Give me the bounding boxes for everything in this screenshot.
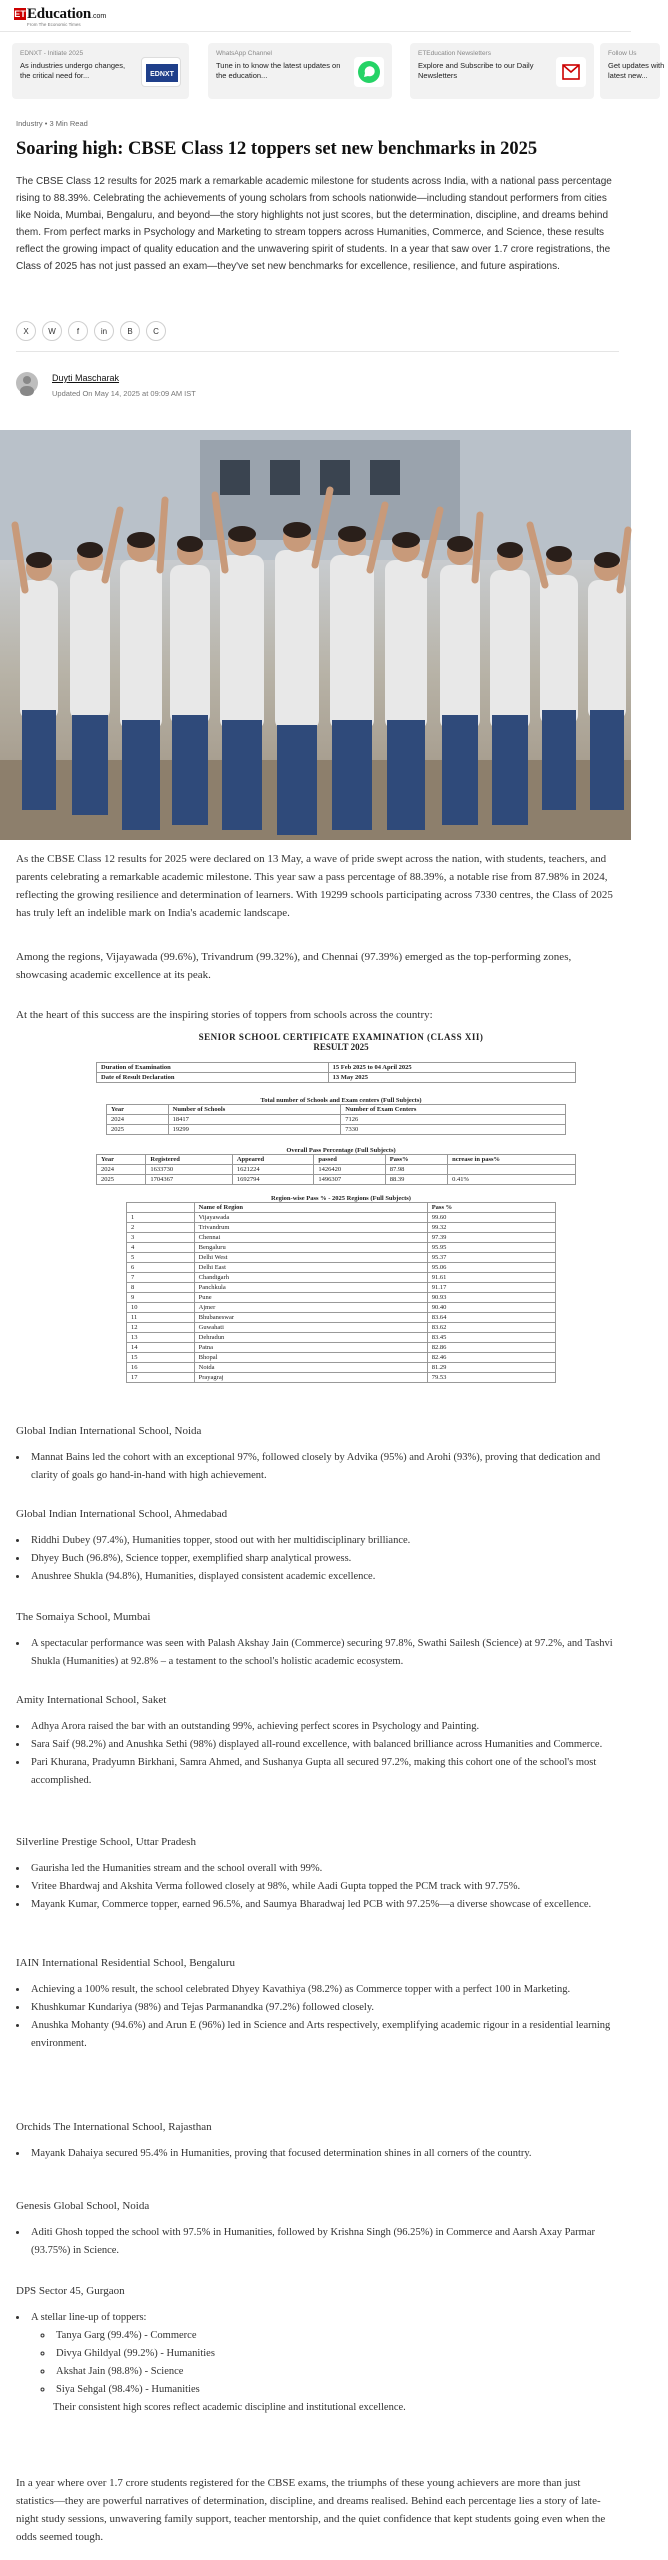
body-paragraph: In a year where over 1.7 crore students registered for the CBSE exams, the triumphs of these young achievers are more than just statistics—they are powerful narratives of determination, discipline, and dreams realised. Behind each percentage lies a story of late-night study sessions, unwavering family support, teacher mentorship, and the quiet confidence that kept students going even when the odds seemed tough. <box>16 2477 606 2543</box>
list-item <box>28 1718 616 1736</box>
table-cell: 1621224 <box>232 1165 314 1175</box>
table-cell: 83.62 <box>427 1323 555 1333</box>
divider <box>16 351 619 352</box>
table-cell: Pass% <box>385 1155 447 1165</box>
table-cell: 90.93 <box>427 1293 555 1303</box>
table-cell <box>448 1165 576 1175</box>
promo-card[interactable] <box>208 43 392 99</box>
table-cell: 82.46 <box>427 1353 555 1363</box>
table-cell: 1 <box>127 1213 195 1223</box>
table-cell: Number of Exam Centers <box>341 1105 566 1115</box>
promo-desc: Get updates with latest new... <box>608 61 665 80</box>
table-cell: 97.39 <box>427 1233 555 1243</box>
cbse-result-document-image <box>86 1026 596 1411</box>
promo-title: WhatsApp Channel <box>216 50 273 57</box>
promo-title: ETEducation Newsletters <box>418 50 491 57</box>
list-item-text: Khushkumar Kundariya (98%) and Tejas Parmanandka (97.2%) followed closely. <box>31 2002 375 2013</box>
table-cell: 7330 <box>341 1125 566 1135</box>
table-cell: Bengaluru <box>194 1243 427 1253</box>
table-cell: 7126 <box>341 1115 566 1125</box>
school-heading: Global Indian International School, Noida <box>16 1425 202 1437</box>
comment-icon[interactable]: C <box>146 321 166 341</box>
school-heading: Silverline Prestige School, Uttar Pradesh <box>16 1836 196 1848</box>
whatsapp-icon <box>354 57 384 87</box>
list-item-text: Achieving a 100% result, the school celebrated Dhyey Kavathiya (98.2%) as Commerce topper with a perfect 100 in Marketing. <box>31 1984 571 1995</box>
logo-tagline: From The Economic Times <box>27 22 81 27</box>
list-item: ◦ Tanya Garg (99.4%) - Commerce <box>53 2327 616 2345</box>
body-paragraph: As the CBSE Class 12 results for 2025 were declared on 13 May, a wave of pride swept across the nation, with students, teachers, and parents celebrating a remarkable academic milestone. This year saw a pass percentage of 88.39%, a notable rise from 87.98% in 2024, reflecting the growing resilience and determination of learners. With 19299 schools participating across 7330 centres, the Class of 2025 has truly left an indelible mark on India's academic landscape. <box>16 853 613 919</box>
table-cell: Pune <box>194 1293 427 1303</box>
page-title: Soaring high: CBSE Class 12 toppers set new benchmarks in 2025 <box>16 139 538 159</box>
region-table <box>126 1202 556 1383</box>
promo-desc: As industries undergo changes, the critical need for... <box>20 61 126 80</box>
school-toppers-list <box>28 1981 616 2053</box>
table-cell: Ajmer <box>194 1303 427 1313</box>
whatsapp-share-icon[interactable]: W <box>42 321 62 341</box>
breadcrumb[interactable]: Industry • 3 Min Read <box>16 119 88 128</box>
newsletter-icon <box>556 57 586 87</box>
table-cell: 11 <box>127 1313 195 1323</box>
promo-card[interactable] <box>410 43 594 99</box>
list-item <box>28 1896 616 1914</box>
school-toppers-list <box>28 2224 616 2260</box>
share-bar <box>16 321 166 341</box>
promo-cards <box>12 43 665 99</box>
list-item: ◦ Divya Ghildyal (99.2%) - Humanities <box>53 2345 616 2363</box>
list-item: ◦ Siya Sehgal (98.4%) - Humanities <box>53 2381 616 2399</box>
table-cell: Delhi East <box>194 1263 427 1273</box>
list-item <box>28 1754 616 1790</box>
table-cell: Vijayawada <box>194 1213 427 1223</box>
table-cell: 2025 <box>107 1125 169 1135</box>
table-row <box>127 1213 556 1223</box>
table-row <box>127 1243 556 1253</box>
table-cell: 95.06 <box>427 1263 555 1273</box>
table-caption: Total number of Schools and Exam centers (Full Subjects) <box>260 1097 422 1104</box>
table-cell: Number of Schools <box>168 1105 341 1115</box>
list-item-text: Gaurisha led the Humanities stream and the school overall with 99%. <box>31 1863 323 1874</box>
body-paragraph: Among the regions, Vijayawada (99.6%), Trivandrum (99.32%), and Chennai (97.39%) emerged as the top-performing zones, showcasing academic excellence at its peak. <box>16 951 572 981</box>
table-cell: 15 <box>127 1353 195 1363</box>
table-cell: 5 <box>127 1253 195 1263</box>
table-row <box>127 1293 556 1303</box>
table-cell: Delhi West <box>194 1253 427 1263</box>
table-cell: 79.53 <box>427 1373 555 1383</box>
table-cell: 2 <box>127 1223 195 1233</box>
body-paragraph: At the heart of this success are the inspiring stories of toppers from schools across the country: <box>16 1009 433 1021</box>
table-row <box>127 1323 556 1333</box>
list-item <box>28 1550 616 1568</box>
table-cell: Trivandrum <box>194 1223 427 1233</box>
table-cell: 2024 <box>107 1115 169 1125</box>
table-row <box>127 1263 556 1273</box>
x-share-icon[interactable]: X <box>16 321 36 341</box>
list-item <box>28 1999 616 2017</box>
promo-desc: Explore and Subscribe to our Daily Newsletters <box>418 61 534 80</box>
table-row <box>127 1343 556 1353</box>
table-row <box>127 1203 556 1213</box>
list-item <box>28 1860 616 1878</box>
table-cell: 91.61 <box>427 1273 555 1283</box>
table-cell: 99.60 <box>427 1213 555 1223</box>
school-toppers-list <box>28 1532 616 1586</box>
table-row <box>127 1223 556 1233</box>
logo-text: Education <box>27 6 92 22</box>
school-toppers-list <box>28 2145 616 2163</box>
doc-cell: Date of Result Declaration <box>97 1073 329 1083</box>
table-cell: 14 <box>127 1343 195 1353</box>
school-toppers-list <box>28 1718 616 1790</box>
table-cell: 95.95 <box>427 1243 555 1253</box>
list-item <box>28 1981 616 1999</box>
table-cell: 88.39 <box>385 1175 447 1185</box>
table-cell: 6 <box>127 1263 195 1273</box>
site-logo[interactable] <box>14 6 107 27</box>
list-item-text: Mannat Bains led the cohort with an exceptional 97%, followed closely by Advika (95%) and Arohi (93%), proving that dedication and clarity of goals go hand-in-hand with high achievement. <box>31 1452 601 1481</box>
table-cell: 1496307 <box>314 1175 385 1185</box>
doc-subheading: RESULT 2025 <box>313 1042 369 1052</box>
logo-suffix: .com <box>91 13 107 20</box>
table-cell: 13 <box>127 1333 195 1343</box>
table-row <box>127 1363 556 1373</box>
table-row <box>127 1333 556 1343</box>
pass-percentage-table <box>96 1154 576 1185</box>
table-cell: 17 <box>127 1373 195 1383</box>
table-cell: 4 <box>127 1243 195 1253</box>
list-item-text: A spectacular performance was seen with Palash Akshay Jain (Commerce) securing 97.8%, Swathi Sailesh (Science) at 97.2%, and Tashvi Shukla (Humanities) at 92.8% – a testament to the school's holistic academic ecosystem. <box>31 1638 613 1667</box>
table-cell: 18417 <box>168 1115 341 1125</box>
table-row <box>127 1353 556 1363</box>
author-name[interactable]: Duyti Mascharak <box>52 373 120 383</box>
table-row <box>107 1105 566 1115</box>
table-cell: 7 <box>127 1273 195 1283</box>
list-item <box>28 1568 616 1586</box>
list-item-text: Dhyey Buch (96.8%), Science topper, exemplified sharp analytical prowess. <box>31 1553 352 1564</box>
table-cell: Pass % <box>427 1203 555 1213</box>
table-cell: 83.64 <box>427 1313 555 1323</box>
hero-photo-students-celebrating <box>0 430 631 840</box>
table-cell: 16 <box>127 1363 195 1373</box>
table-cell: ncrease in pass% <box>448 1155 576 1165</box>
svg-text:EDNXT: EDNXT <box>150 71 174 78</box>
list-item-text: Anushree Shukla (94.8%), Humanities, displayed consistent academic excellence. <box>31 1571 376 1582</box>
table-cell: 10 <box>127 1303 195 1313</box>
list-item: ◦ Akshat Jain (98.8%) - Science <box>53 2363 616 2381</box>
table-row <box>97 1175 576 1185</box>
table-cell: 90.40 <box>427 1303 555 1313</box>
table-row <box>127 1313 556 1323</box>
list-item <box>28 2224 616 2260</box>
table-cell: passed <box>314 1155 385 1165</box>
list-note: Their consistent high scores reflect academic discipline and institutional excellence. <box>53 2402 406 2413</box>
promo-card[interactable] <box>600 43 665 99</box>
list-item <box>28 1736 616 1754</box>
list-item-text: Aditi Ghosh topped the school with 97.5% in Humanities, followed by Krishna Singh (96.25%) in Commerce and Aarsh Axay Parmar (93.75%) in Science. <box>31 2227 596 2256</box>
table-cell: 91.17 <box>427 1283 555 1293</box>
table-cell: Chennai <box>194 1233 427 1243</box>
promo-card[interactable] <box>12 43 189 99</box>
author-avatar <box>16 372 38 394</box>
table-cell: 9 <box>127 1293 195 1303</box>
table-cell: 81.29 <box>427 1363 555 1373</box>
table-cell: 1426420 <box>314 1165 385 1175</box>
list-item-text: Adhya Arora raised the bar with an outstanding 99%, achieving perfect scores in Psychology and Painting. <box>31 1721 480 1732</box>
table-cell: Year <box>107 1105 169 1115</box>
table-row <box>127 1233 556 1243</box>
table-cell: Bhubaneswar <box>194 1313 427 1323</box>
list-item <box>28 1449 616 1485</box>
doc-cell: 15 Feb 2025 to 04 April 2025 <box>328 1063 575 1073</box>
schools-table <box>106 1104 566 1135</box>
list-item-text: Vritee Bhardwaj and Akshita Verma followed closely at 98%, while Aadi Gupta topped the PCM track with 97.75%. <box>31 1881 521 1892</box>
table-cell: Year <box>97 1155 146 1165</box>
table-cell: Chandigarh <box>194 1273 427 1283</box>
bookmark-icon[interactable]: B <box>120 321 140 341</box>
list-item-text: Mayank Kumar, Commerce topper, earned 96.5%, and Saumya Bharadwaj led PCB with 97.25%—a diverse showcase of excellence. <box>31 1899 592 1910</box>
list-item-text: A stellar line-up of toppers: <box>31 2312 147 2323</box>
list-item <box>28 2145 616 2163</box>
table-cell: Bhopal <box>194 1353 427 1363</box>
table-row <box>107 1125 566 1135</box>
table-cell: Prayagraj <box>194 1373 427 1383</box>
table-cell <box>127 1203 195 1213</box>
list-item <box>28 2017 616 2053</box>
list-item-text: Mayank Dahaiya secured 95.4% in Humanities, proving that focused determination shines in all corners of the country. <box>31 2148 532 2159</box>
sub-list <box>53 2327 616 2399</box>
table-row <box>127 1283 556 1293</box>
list-item-text: Anushka Mohanty (94.6%) and Arun E (96%) led in Science and Arts respectively, exemplifying academic rigour in a residential learning environment. <box>31 2020 611 2049</box>
list-item-text: Pari Khurana, Pradyumn Birkhani, Samra Ahmed, and Sushanya Gupta all secured 97.2%, making this cohort one of the school's most accomplished. <box>31 1757 597 1786</box>
list-item-text: Riddhi Dubey (97.4%), Humanities topper, stood out with her multidisciplinary brilliance. <box>31 1535 411 1546</box>
table-cell: 82.86 <box>427 1343 555 1353</box>
school-heading: DPS Sector 45, Gurgaon <box>16 2285 125 2297</box>
list-item <box>28 1878 616 1896</box>
school-heading: Genesis Global School, Noida <box>16 2200 150 2212</box>
table-cell: 3 <box>127 1233 195 1243</box>
school-heading: Amity International School, Saket <box>16 1694 167 1706</box>
table-cell: Name of Region <box>194 1203 427 1213</box>
promo-title: EDNXT - Initiate 2025 <box>20 50 84 57</box>
table-cell: 0.41% <box>448 1175 576 1185</box>
table-cell: 87.98 <box>385 1165 447 1175</box>
logo-et: ET <box>14 9 26 19</box>
article-summary: The CBSE Class 12 results for 2025 mark a remarkable academic milestone for students across India, with a national pass percentage rising to 88.39%. Celebrating the achievements of young scholars from schools nationwide—including standout performers from cities like Noida, Mumbai, Bengaluru, and beyond—the story highlights not just scores, but the determination, discipline, and dreams behind them. From perfect marks in Psychology and Marketing to stream toppers across Humanities, Commerce, and Science, these results reflect the growing impact of quality education and the unwavering spirit of students. In a year that saw over 1.7 crore registrations, the Class of 2025 has not just passed an exam—they've set new benchmarks for excellence, resilience, and future aspirations. <box>16 176 612 272</box>
list-item <box>28 1635 616 1671</box>
table-cell: 1704367 <box>146 1175 232 1185</box>
promo-desc: Tune in to know the latest updates on the education... <box>216 61 341 80</box>
ednxt-icon <box>141 57 181 87</box>
linkedin-share-icon[interactable]: in <box>94 321 114 341</box>
table-cell: 1692794 <box>232 1175 314 1185</box>
table-cell: Appeared <box>232 1155 314 1165</box>
table-cell: Patna <box>194 1343 427 1353</box>
table-caption: Region-wise Pass % - 2025 Regions (Full Subjects) <box>271 1195 411 1202</box>
doc-heading: SENIOR SCHOOL CERTIFICATE EXAMINATION (CLASS XII) <box>198 1032 484 1042</box>
school-heading: Orchids The International School, Rajasthan <box>16 2121 212 2133</box>
table-cell: 12 <box>127 1323 195 1333</box>
school-toppers-list <box>28 1449 616 1485</box>
table-row <box>127 1303 556 1313</box>
table-cell: 19299 <box>168 1125 341 1135</box>
table-cell: Registered <box>146 1155 232 1165</box>
list-item <box>28 2309 616 2417</box>
table-cell: 95.37 <box>427 1253 555 1263</box>
table-cell: Noida <box>194 1363 427 1373</box>
table-cell: 1633730 <box>146 1165 232 1175</box>
table-row <box>97 1155 576 1165</box>
table-row <box>97 1165 576 1175</box>
table-row <box>107 1115 566 1125</box>
table-row <box>127 1273 556 1283</box>
school-toppers-list <box>28 1635 616 1671</box>
school-toppers-list <box>28 1860 616 1914</box>
duration-table <box>96 1062 576 1083</box>
table-cell: Dehradun <box>194 1333 427 1343</box>
facebook-share-icon[interactable]: f <box>68 321 88 341</box>
doc-cell: Duration of Examination <box>97 1063 329 1073</box>
updated-timestamp: Updated On May 14, 2025 at 09:09 AM IST <box>52 389 196 398</box>
school-heading: The Somaiya School, Mumbai <box>16 1611 151 1623</box>
list-item <box>28 1532 616 1550</box>
table-cell: Panchkula <box>194 1283 427 1293</box>
table-cell: 99.32 <box>427 1223 555 1233</box>
school-toppers-list <box>28 2309 616 2417</box>
list-item-text: Sara Saif (98.2%) and Anushka Sethi (98%) displayed all-round excellence, with balanced brilliance across Humanities and Commerce. <box>31 1739 603 1750</box>
doc-cell: 13 May 2025 <box>328 1073 575 1083</box>
school-heading: Global Indian International School, Ahmedabad <box>16 1508 228 1520</box>
school-heading: IAIN International Residential School, Bengaluru <box>16 1957 236 1969</box>
table-cell: 8 <box>127 1283 195 1293</box>
table-cell: 2024 <box>97 1165 146 1175</box>
promo-title: Follow Us <box>608 50 637 57</box>
table-cell: Guwahati <box>194 1323 427 1333</box>
table-cell: 2025 <box>97 1175 146 1185</box>
table-cell: 83.45 <box>427 1333 555 1343</box>
table-caption: Overall Pass Percentage (Full Subjects) <box>286 1147 396 1154</box>
table-row <box>127 1373 556 1383</box>
table-row <box>127 1253 556 1263</box>
